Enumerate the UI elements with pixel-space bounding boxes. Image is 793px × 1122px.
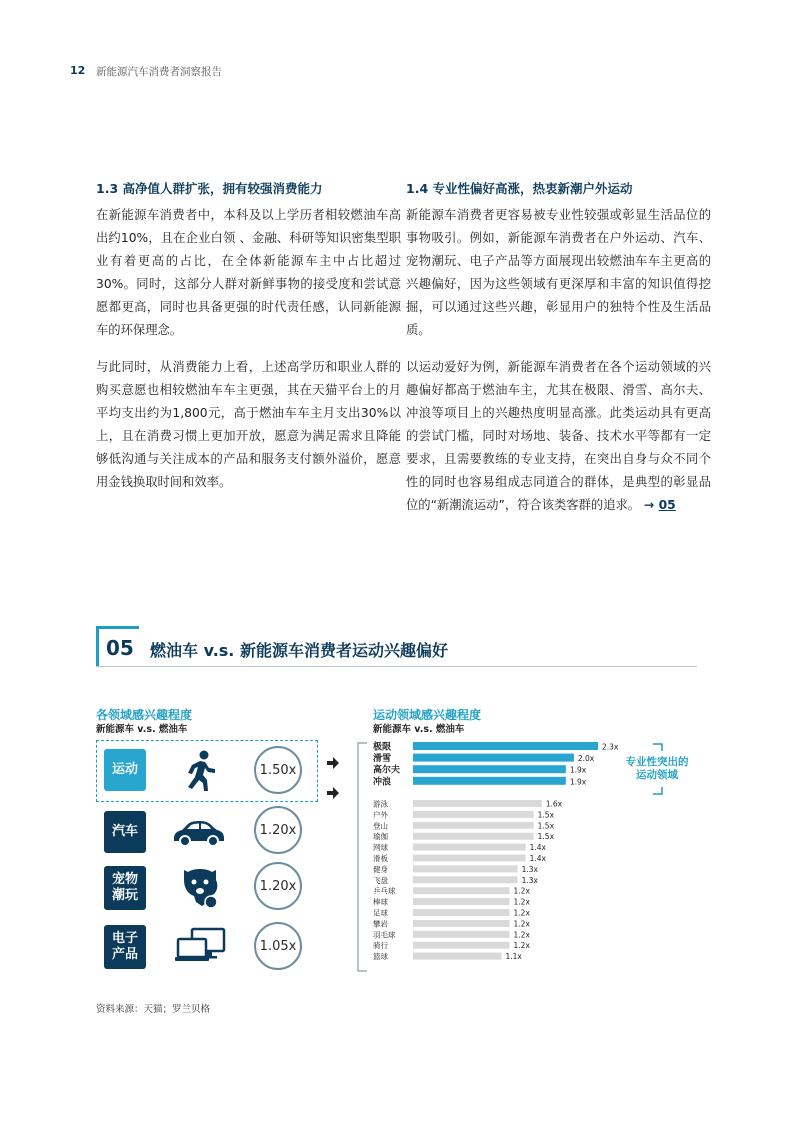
bar-category-label: 户外 xyxy=(373,810,388,820)
bar-category-label: 篮球 xyxy=(373,952,388,962)
bracket-icon xyxy=(356,742,368,976)
left-column xyxy=(96,180,401,508)
bar-value-label: 1.2x xyxy=(513,886,530,896)
bar-value-label: 1.1x xyxy=(505,952,522,962)
bar-飞盘 xyxy=(413,876,518,883)
paragraph: 新能源车消费者更容易被专业性较强或彰显生活品位的事物吸引。例如，新能源车消费者在户外运动、汽车、宠物潮玩、电子产品等方面展现出较燃油车车主更高的兴趣偏好，因为这些领域有更深厚和丰富的知识值得挖掘，可以通过这些兴趣，彰显用户的独特个性及生活品质。 xyxy=(406,208,711,337)
bar-category-label: 骑行 xyxy=(373,941,388,951)
exhibit-reference-link[interactable] xyxy=(644,498,676,512)
running-header-title: 新能源汽车消费者洞察报告 xyxy=(96,66,222,78)
bar-棒球 xyxy=(413,898,510,905)
right-panel-title: 运动领域感兴趣程度 xyxy=(373,708,482,722)
bar-瑜伽 xyxy=(413,833,534,840)
arrow-right-icon: → xyxy=(644,498,655,512)
bar-category-label: 乒乓球 xyxy=(373,886,396,896)
right-column xyxy=(406,180,711,517)
bar-category-label: 健身 xyxy=(373,864,388,874)
bar-value-label: 1.5x xyxy=(537,810,555,820)
devices-icon xyxy=(174,927,226,971)
ratio-circle: 1.50x xyxy=(254,746,302,794)
bar-category-label: 滑雪 xyxy=(373,754,392,765)
left-panel-subtitle: 新能源车 v.s. 燃油车 xyxy=(96,724,188,735)
bar-category-label: 羽毛球 xyxy=(373,930,396,940)
car-icon xyxy=(170,810,226,854)
section-heading-1-4: 1.4 专业性偏好高涨，热衷新潮户外运动 xyxy=(406,181,633,196)
bar-value-label: 1.2x xyxy=(513,930,530,940)
category-tile-pets-toys: 宠物 潮玩 xyxy=(104,866,146,910)
bar-category-label: 冲浪 xyxy=(373,777,392,788)
bar-value-label: 1.5x xyxy=(537,821,555,831)
source-note: 资料来源：天猫；罗兰贝格 xyxy=(96,1004,211,1015)
paragraph: 在新能源车消费者中，本科及以上学历者相较燃油车高出约10%，且在企业白领 、金融、科研等知识密集型职业有着更高的占比，在全体新能源车主中占比超过30%。同时，这部分人群对新鲜事物的接受度和尝试意愿都更高，同时也具备更强的时代责任感，认同新能源车的环保理念。 xyxy=(96,208,401,337)
bar-value-label: 1.3x xyxy=(521,864,538,874)
bar-足球 xyxy=(413,909,510,916)
paragraph-text: 以运动爱好为例，新能源车消费者在各个运动领域的兴趣偏好都高于燃油车主，尤其在极限、滑雪、高尔夫、冲浪等项目上的兴趣热度明显高涨。此类运动具有更高的尝试门槛，同时对场地、装备、技术水平等都有一定要求，且需要教练的专业支持，在突出自身与众不同个性的同时也容易组成志同道合的群体，是典型的彰显品位的“新潮流运动”，符合该类客群的追求。 xyxy=(406,360,711,512)
bar-category-label: 飞盘 xyxy=(373,875,388,885)
paragraph: 与此同时，从消费能力上看，上述高学历和职业人群的购买意愿也相较燃油车车主更强，其在天猫平台上的月平均支出约为1,800元，高于燃油车车主月支出30%以上，且在消费习惯上更加开放，愿意为满足需求且降能够低沟通与关注成本的产品和服务支付额外溢价，愿意用金钱换取时间和效率。 xyxy=(96,360,401,489)
bar-value-label: 1.3x xyxy=(521,875,538,885)
bar-category-label: 棒球 xyxy=(373,897,388,907)
category-tile-cars: 汽车 xyxy=(104,811,146,853)
bar-滑板 xyxy=(413,855,526,862)
pet-icon xyxy=(178,866,222,910)
bar-篮球 xyxy=(413,953,501,960)
ratio-circle: 1.20x xyxy=(254,862,302,910)
ratio-circle: 1.20x xyxy=(254,806,302,854)
bar-value-label: 2.3x xyxy=(602,742,619,752)
section-heading-1-3: 1.3 高净值人群扩张，拥有较强消费能力 xyxy=(96,181,323,196)
page-number: 12 xyxy=(70,64,86,77)
bar-冲浪 xyxy=(413,777,566,785)
bar-网球 xyxy=(413,844,526,851)
exhibit-title: 燃油车 v.s. 新能源车消费者运动兴趣偏好 xyxy=(150,641,448,660)
bar-羽毛球 xyxy=(413,931,510,938)
exhibit-reference-number: 05 xyxy=(658,498,676,512)
bar-value-label: 1.4x xyxy=(529,843,546,853)
bar-户外 xyxy=(413,811,534,818)
bar-value-label: 1.2x xyxy=(513,908,530,918)
bar-category-label: 滑板 xyxy=(373,854,388,863)
ratio-circle: 1.05x xyxy=(254,922,302,970)
bar-极限 xyxy=(413,742,598,750)
divider xyxy=(96,666,697,667)
bar-category-label: 极限 xyxy=(373,742,392,753)
bar-value-label: 2.0x xyxy=(577,754,595,764)
bar-乒乓球 xyxy=(413,887,510,894)
bar-骑行 xyxy=(413,942,510,949)
bar-value-label: 1.9x xyxy=(569,777,587,787)
bar-游泳 xyxy=(413,800,542,807)
paragraph xyxy=(406,356,711,517)
arrow-right-icon xyxy=(327,784,339,803)
bar-value-label: 1.2x xyxy=(513,919,530,929)
bar-category-label: 网球 xyxy=(373,843,388,853)
bar-category-label: 攀岩 xyxy=(373,919,388,929)
bar-高尔夫 xyxy=(413,765,566,773)
bar-value-label: 1.4x xyxy=(529,854,546,863)
sports-interest-bar-chart xyxy=(368,738,628,973)
bar-category-label: 高尔夫 xyxy=(373,765,401,776)
running-person-icon xyxy=(178,749,222,793)
bar-value-label: 1.5x xyxy=(537,832,555,842)
bar-健身 xyxy=(413,865,518,872)
bar-value-label: 1.9x xyxy=(569,765,587,775)
bar-value-label: 1.2x xyxy=(513,941,530,951)
left-panel-title: 各领域感兴趣程度 xyxy=(96,708,193,722)
exhibit-number: 05 xyxy=(106,636,134,660)
bar-登山 xyxy=(413,822,534,829)
arrow-right-icon xyxy=(327,754,339,773)
bar-category-label: 游泳 xyxy=(373,799,388,809)
bar-category-label: 足球 xyxy=(373,908,388,918)
callout-label: 专业性突出的 运动领域 xyxy=(625,756,689,781)
right-panel-subtitle: 新能源车 v.s. 燃油车 xyxy=(373,724,465,735)
category-tile-electronics: 电子 产品 xyxy=(104,925,146,969)
bar-category-label: 瑜伽 xyxy=(373,832,388,842)
bar-value-label: 1.6x xyxy=(545,799,563,809)
category-tile-sports: 运动 xyxy=(104,749,146,791)
bar-滑雪 xyxy=(413,754,574,762)
bar-value-label: 1.2x xyxy=(513,897,530,907)
bar-category-label: 登山 xyxy=(373,821,388,831)
bar-攀岩 xyxy=(413,920,510,927)
